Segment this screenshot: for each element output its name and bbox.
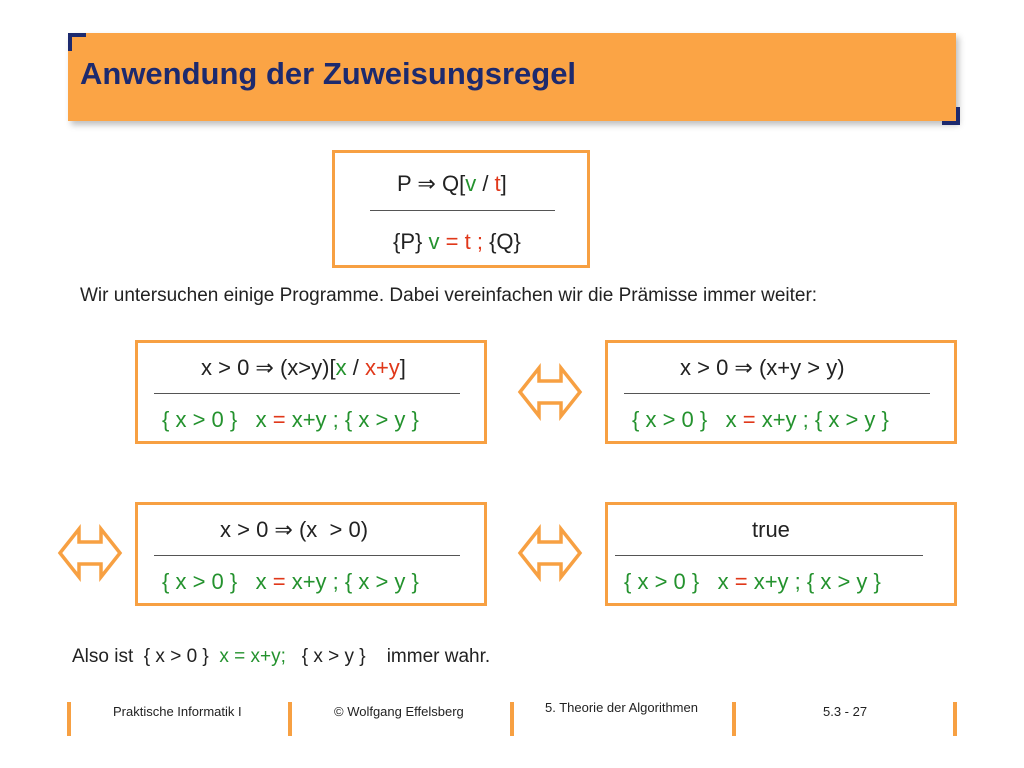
implies-symbol: ⇒: [417, 171, 436, 196]
program-box-3: [135, 502, 487, 606]
box2-conclusion-t: x+y ;: [761, 407, 809, 432]
implies-symbol: ⇒: [255, 355, 274, 380]
box3-premise-a: x > 0: [220, 517, 275, 542]
assignment-rule-box: [332, 150, 590, 268]
footer-divider: [953, 702, 957, 736]
box4-conclusion-pre: { x > 0 }: [624, 569, 700, 594]
box4-conclusion-assign: =: [734, 569, 748, 594]
title-corner-top-left: [68, 33, 86, 51]
box2-premise-b: (x+y > y): [752, 355, 845, 380]
conclusion-text: [72, 646, 490, 668]
box1-conclusion-post: { x > y }: [344, 407, 419, 432]
box4-premise-true: true: [752, 517, 790, 542]
box2-conclusion: [632, 407, 889, 433]
box4-divider: [615, 555, 923, 556]
footer-divider: [288, 702, 292, 736]
box2-conclusion-post: { x > y }: [814, 407, 889, 432]
box1-conclusion-v: x: [255, 407, 267, 432]
box2-conclusion-assign: =: [742, 407, 756, 432]
rule-conclusion-v: v: [428, 229, 440, 254]
page-title: Anwendung der Zuweisungsregel: [80, 56, 577, 91]
rule-conclusion-pre: {P}: [393, 229, 423, 254]
box2-premise: [680, 355, 845, 381]
rule-premise-close: ]: [500, 171, 507, 196]
box2-conclusion-pre: { x > 0 }: [632, 407, 708, 432]
box3-conclusion-pre: { x > 0 }: [162, 569, 238, 594]
box3-conclusion-post: { x > y }: [344, 569, 419, 594]
intro-text: Wir untersuchen einige Programme. Dabei vereinfachen wir die Prämisse immer weiter:: [80, 285, 818, 306]
program-box-1: [135, 340, 487, 444]
box3-premise: [220, 517, 368, 543]
rule-conclusion-t: t ;: [464, 229, 483, 254]
box3-conclusion-t: x+y ;: [291, 569, 339, 594]
rule-premise-v: v: [465, 171, 477, 196]
footer-course: Praktische Informatik I: [113, 704, 242, 719]
box4-premise: [752, 517, 790, 543]
rule-premise: [397, 171, 507, 197]
rule-premise-slash: /: [476, 171, 495, 196]
program-box-2: [605, 340, 957, 444]
program-box-4: [605, 502, 957, 606]
rule-divider: [370, 210, 555, 211]
box1-divider: [154, 393, 460, 394]
equivalence-arrow-icon: [517, 524, 583, 582]
box1-premise: [201, 355, 406, 381]
implies-symbol: ⇒: [734, 355, 753, 380]
conclusion-part-b: x = x+y;: [219, 646, 286, 667]
title-corner-bottom-right: [942, 107, 960, 125]
box3-conclusion-v: x: [255, 569, 267, 594]
box1-conclusion-t: x+y ;: [291, 407, 339, 432]
box1-conclusion-pre: { x > 0 }: [162, 407, 238, 432]
box4-conclusion-t: x+y ;: [753, 569, 801, 594]
box4-conclusion-post: { x > y }: [806, 569, 881, 594]
box3-conclusion: [162, 569, 419, 595]
equivalence-arrow-icon: [57, 524, 123, 582]
rule-premise-t: t: [494, 171, 501, 196]
equivalence-arrow-icon: [517, 363, 583, 421]
box1-premise-v: x: [335, 355, 347, 380]
rule-conclusion-post: {Q}: [489, 229, 521, 254]
box1-premise-close: ]: [399, 355, 406, 380]
box1-premise-slash: /: [346, 355, 365, 380]
box1-premise-a: x > 0: [201, 355, 256, 380]
box3-conclusion-assign: =: [272, 569, 286, 594]
box1-conclusion-assign: =: [272, 407, 286, 432]
rule-premise-q: Q[: [441, 171, 466, 196]
box1-premise-b: (x>y)[: [273, 355, 336, 380]
rule-conclusion-assign: =: [445, 229, 459, 254]
implies-symbol: ⇒: [274, 517, 293, 542]
conclusion-part-a: Also ist { x > 0 }: [72, 646, 220, 667]
box1-premise-t: x+y: [364, 355, 400, 380]
rule-conclusion: [393, 229, 521, 255]
footer-page-number: 5.3 - 27: [823, 704, 868, 719]
box4-conclusion-v: x: [717, 569, 729, 594]
box3-divider: [154, 555, 460, 556]
footer-author: © Wolfgang Effelsberg: [334, 704, 464, 719]
footer-divider: [510, 702, 514, 736]
box3-premise-b: (x > 0): [292, 517, 369, 542]
rule-premise-p: P: [397, 171, 412, 196]
footer-divider: [732, 702, 736, 736]
footer-chapter: 5. Theorie der Algorithmen: [545, 700, 698, 715]
footer-divider: [67, 702, 71, 736]
box1-conclusion: [162, 407, 419, 433]
conclusion-part-c: { x > y } immer wahr.: [285, 646, 491, 667]
box2-premise-a: x > 0: [680, 355, 735, 380]
box2-divider: [624, 393, 930, 394]
box2-conclusion-v: x: [725, 407, 737, 432]
box4-conclusion: [624, 569, 881, 595]
